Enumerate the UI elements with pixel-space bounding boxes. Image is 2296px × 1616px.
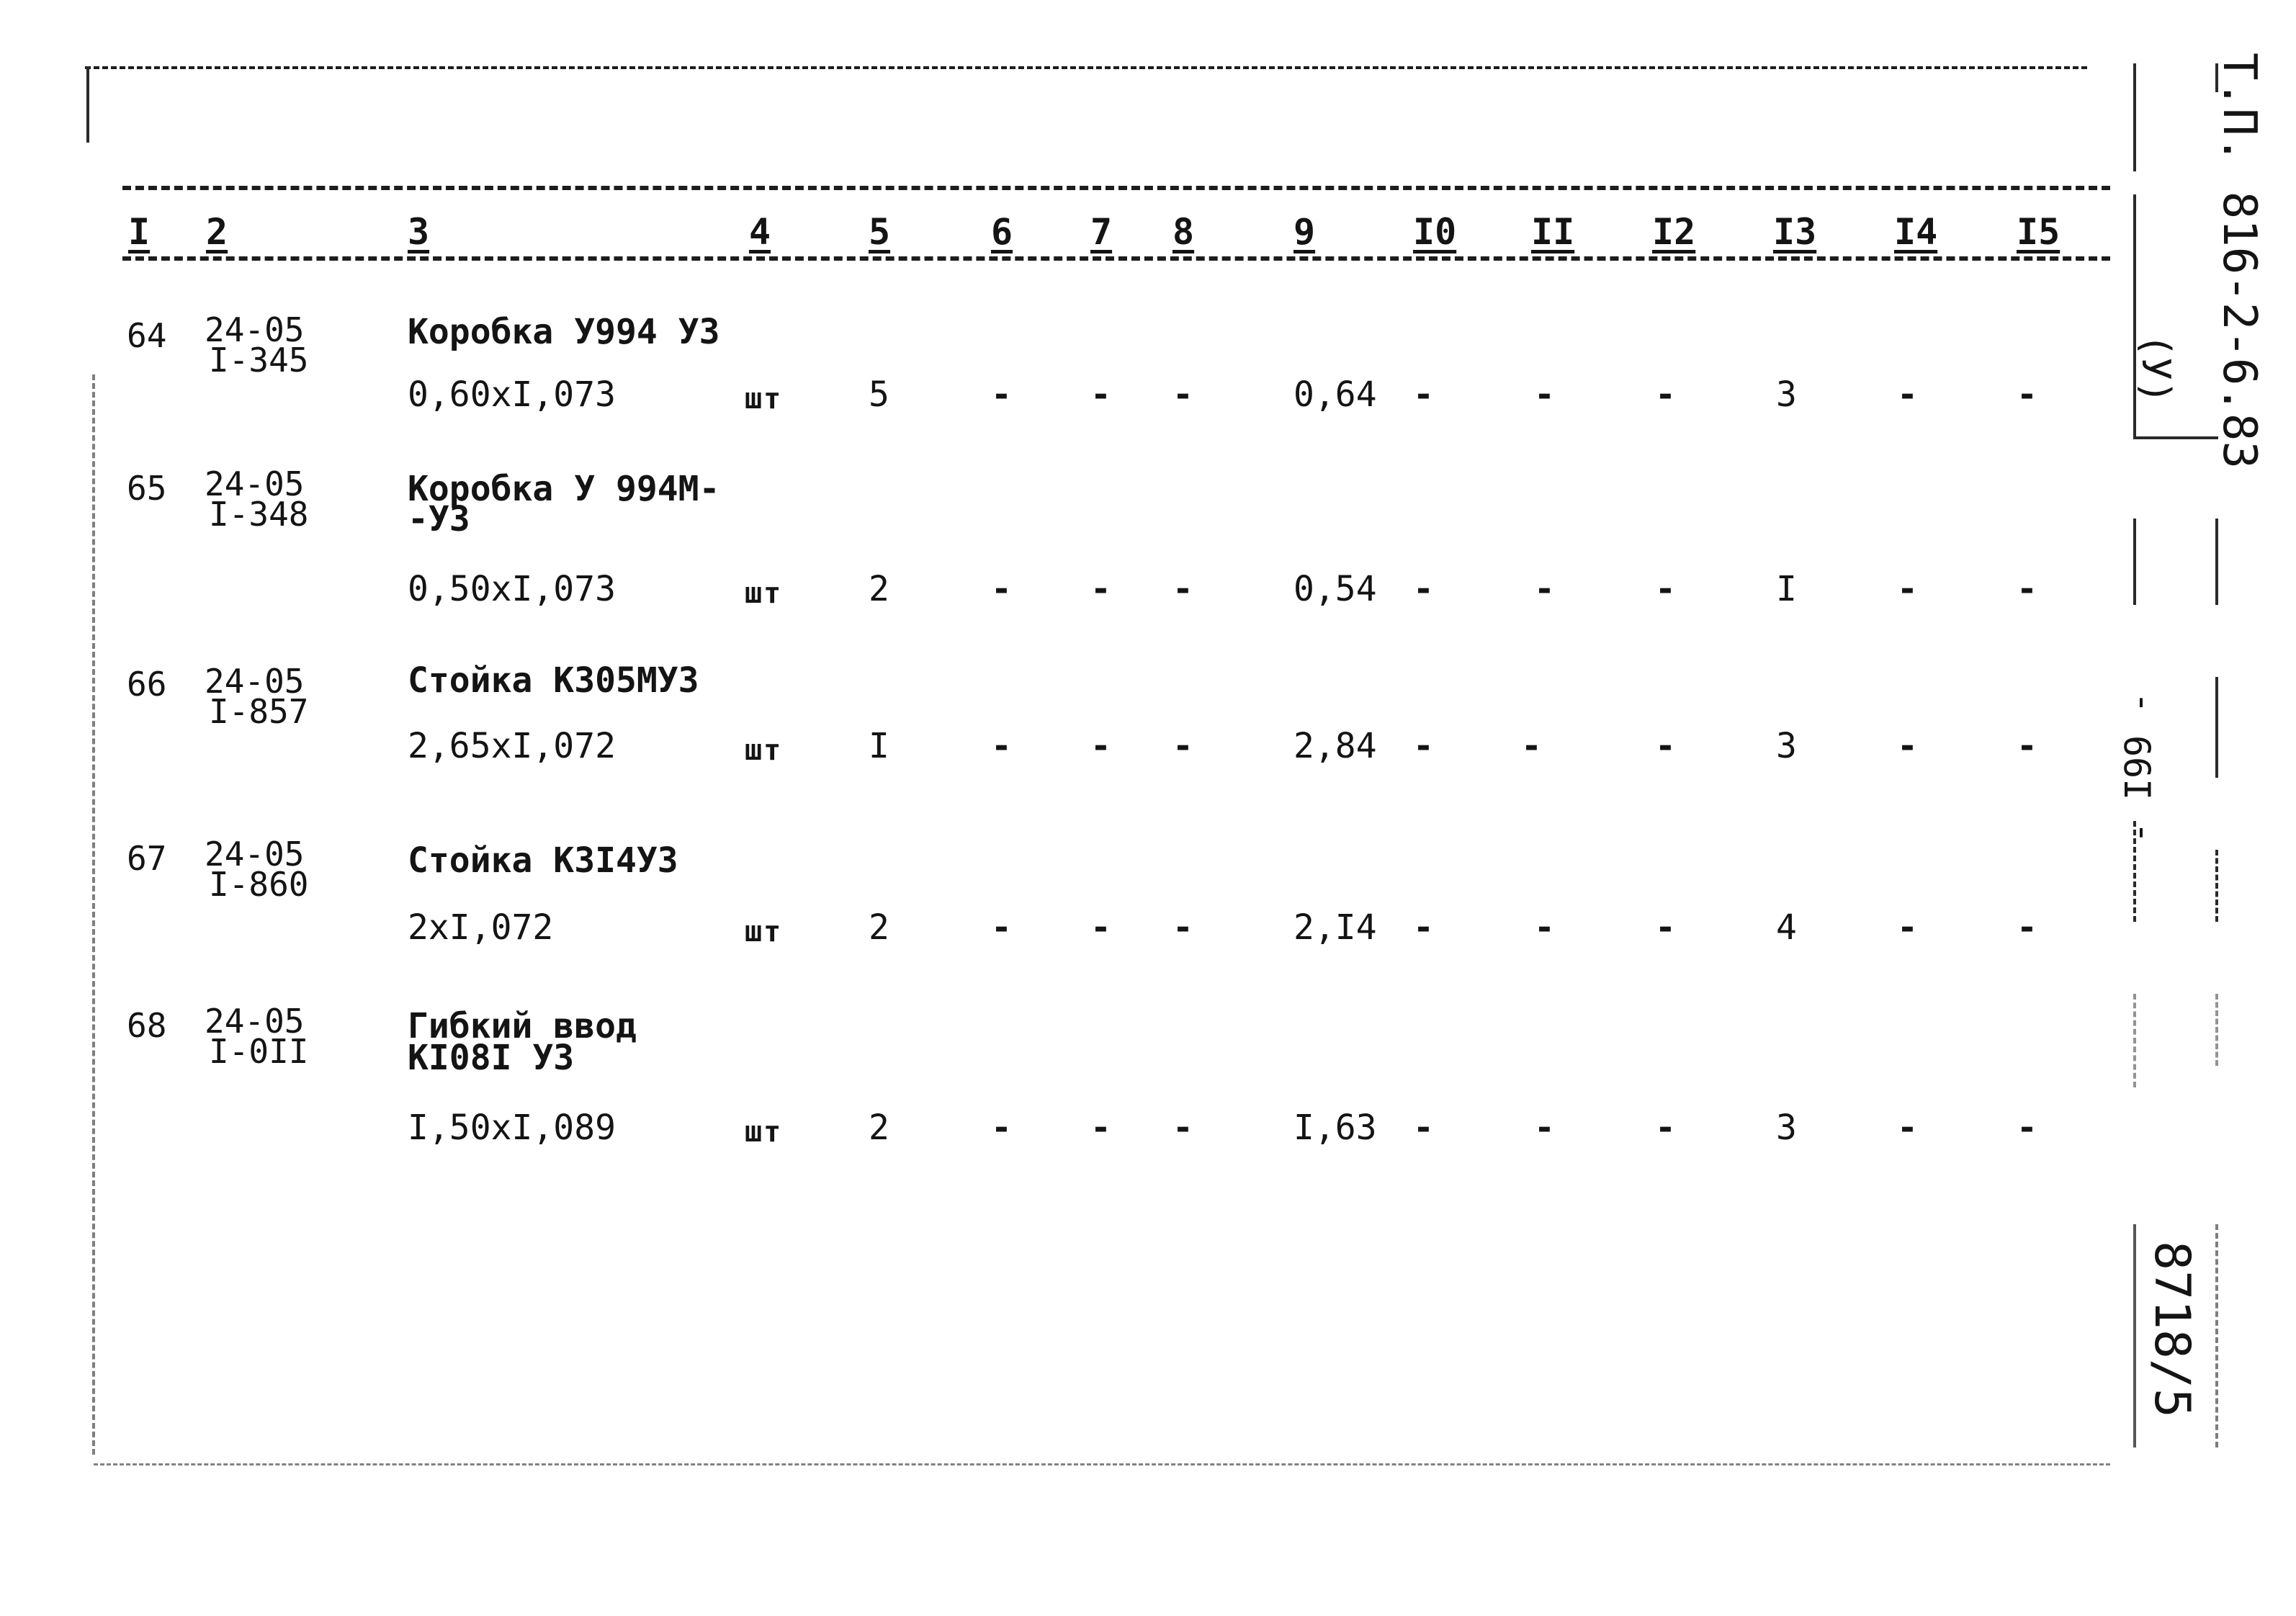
col-8-value: - xyxy=(1172,374,1193,415)
col-15-value: - xyxy=(2017,1108,2037,1148)
col-7-value: - xyxy=(1090,1108,1111,1148)
row-number: 66 xyxy=(127,665,167,704)
catalog-code-line-2: I-345 xyxy=(209,341,309,380)
page-number-stamp: - I99 - xyxy=(2117,691,2160,844)
left-frame-corner xyxy=(86,66,89,143)
quantity: 2 xyxy=(869,907,889,948)
catalog-code-line-1: 24-05 xyxy=(205,310,305,349)
catalog-code-line-2: I-348 xyxy=(209,495,309,534)
project-number-stamp: Т.П. 816-2-6.83 xyxy=(2212,53,2266,469)
col-13-value: 3 xyxy=(1776,726,1797,766)
quantity: 5 xyxy=(869,374,889,415)
item-dimensions: I,50xI,089 xyxy=(408,1108,616,1148)
catalog-code-line-1: 24-05 xyxy=(205,464,305,503)
unit: шт xyxy=(745,734,783,767)
stamp-line-right-5 xyxy=(2215,994,2218,1066)
bottom-frame-line xyxy=(94,1463,2110,1465)
col-11-value: - xyxy=(1534,569,1555,609)
col-8-value: - xyxy=(1172,907,1193,948)
item-name-line-2: -УЗ xyxy=(408,499,470,539)
col-15-value: - xyxy=(2017,374,2037,415)
item-name-line-2: КI08I УЗ xyxy=(408,1038,575,1078)
col-9-value: 2,84 xyxy=(1293,726,1377,766)
catalog-code-line-2: I-0II xyxy=(209,1032,309,1071)
column-header-9: 9 xyxy=(1293,211,1316,253)
unit: шт xyxy=(745,382,783,416)
unit: шт xyxy=(745,915,783,948)
stamp-line-left-6 xyxy=(2133,1224,2136,1447)
row-number: 64 xyxy=(127,316,167,355)
stamp-divider xyxy=(2133,436,2218,439)
col-13-value: I xyxy=(1776,569,1797,609)
column-header-11: II xyxy=(1531,211,1575,253)
col-12-value: - xyxy=(1655,374,1676,415)
column-header-4: 4 xyxy=(749,211,771,253)
stamp-line-right-2 xyxy=(2215,519,2218,605)
catalog-code-line-2: I-857 xyxy=(209,692,309,731)
column-header-3: 3 xyxy=(408,211,430,253)
col-15-value: - xyxy=(2017,907,2037,948)
column-header-6: 6 xyxy=(991,211,1013,253)
col-14-value: - xyxy=(1897,1108,1918,1148)
col-11-value: - xyxy=(1521,726,1542,766)
quantity: 2 xyxy=(869,569,889,609)
col-6-value: - xyxy=(991,569,1012,609)
col-14-value: - xyxy=(1897,726,1918,766)
col-12-value: - xyxy=(1655,907,1676,948)
col-12-value: - xyxy=(1655,1108,1676,1148)
col-11-value: - xyxy=(1534,907,1555,948)
col-6-value: - xyxy=(991,374,1012,415)
item-dimensions: 0,60xI,073 xyxy=(408,374,616,415)
stamp-line-left-5 xyxy=(2133,994,2136,1087)
column-header-15: I5 xyxy=(2017,211,2060,253)
stamp-line-right-6 xyxy=(2215,1224,2218,1447)
col-7-value: - xyxy=(1090,374,1111,415)
column-header-10: I0 xyxy=(1413,211,1457,253)
item-dimensions: 2,65xI,072 xyxy=(408,726,616,766)
header-top-rule xyxy=(122,186,2110,190)
col-15-value: - xyxy=(2017,569,2037,609)
item-name-line-1: Гибкий ввод xyxy=(408,1006,637,1046)
item-name-line-1: Коробка У 994М- xyxy=(408,469,720,509)
column-header-5: 5 xyxy=(869,211,891,253)
unit: шт xyxy=(745,1116,783,1149)
col-6-value: - xyxy=(991,907,1012,948)
catalog-code-line-1: 24-05 xyxy=(205,662,305,701)
col-8-value: - xyxy=(1172,726,1193,766)
inventory-number-stamp: 8718/5 xyxy=(2143,1241,2200,1418)
col-11-value: - xyxy=(1534,1108,1555,1148)
col-9-value: 0,64 xyxy=(1293,374,1377,415)
col-7-value: - xyxy=(1090,726,1111,766)
top-frame-line xyxy=(85,66,2087,69)
col-14-value: - xyxy=(1897,907,1918,948)
catalog-code-line-1: 24-05 xyxy=(205,835,305,874)
item-dimensions: 2xI,072 xyxy=(408,907,554,948)
stamp-line-left-3 xyxy=(2133,519,2136,605)
col-13-value: 4 xyxy=(1776,907,1797,948)
col-10-value: - xyxy=(1413,374,1434,415)
row-number: 65 xyxy=(127,469,167,508)
item-dimensions: 0,50xI,073 xyxy=(408,569,616,609)
stamp-line-left-1 xyxy=(2133,63,2136,171)
quantity: 2 xyxy=(869,1108,889,1148)
col-13-value: 3 xyxy=(1776,374,1797,415)
col-9-value: 2,I4 xyxy=(1293,907,1377,948)
column-header-13: I3 xyxy=(1773,211,1817,253)
col-10-value: - xyxy=(1413,569,1434,609)
col-8-value: - xyxy=(1172,569,1193,609)
col-7-value: - xyxy=(1090,569,1111,609)
col-10-value: - xyxy=(1413,1108,1434,1148)
col-6-value: - xyxy=(991,1108,1012,1148)
col-14-value: - xyxy=(1897,569,1918,609)
item-name-line-1: Коробка У994 УЗ xyxy=(408,312,720,352)
column-header-12: I2 xyxy=(1652,211,1696,253)
column-header-1: I xyxy=(128,211,151,253)
column-header-14: I4 xyxy=(1894,211,1938,253)
col-10-value: - xyxy=(1413,726,1434,766)
col-9-value: 0,54 xyxy=(1293,569,1377,609)
catalog-code-line-1: 24-05 xyxy=(205,1002,305,1041)
header-bottom-rule xyxy=(122,256,2110,261)
col-9-value: I,63 xyxy=(1293,1108,1377,1148)
unit: шт xyxy=(745,577,783,610)
stamp-line-right-3 xyxy=(2215,677,2218,778)
col-7-value: - xyxy=(1090,907,1111,948)
quantity: I xyxy=(869,726,889,766)
col-15-value: - xyxy=(2017,726,2037,766)
stamp-line-right-4 xyxy=(2215,850,2218,922)
variant-stamp: (У) xyxy=(2133,333,2179,404)
item-name-line-1: Стойка К3I4УЗ xyxy=(408,840,678,881)
col-12-value: - xyxy=(1655,569,1676,609)
col-11-value: - xyxy=(1534,374,1555,415)
column-header-7: 7 xyxy=(1090,211,1113,253)
col-6-value: - xyxy=(991,726,1012,766)
col-12-value: - xyxy=(1655,726,1676,766)
row-number: 68 xyxy=(127,1006,167,1045)
col-10-value: - xyxy=(1413,907,1434,948)
item-name-line-1: Стойка К305МУЗ xyxy=(408,660,699,701)
left-frame-line xyxy=(92,374,95,1455)
column-header-2: 2 xyxy=(206,211,228,253)
col-14-value: - xyxy=(1897,374,1918,415)
catalog-code-line-2: I-860 xyxy=(209,865,309,904)
col-13-value: 3 xyxy=(1776,1108,1797,1148)
col-8-value: - xyxy=(1172,1108,1193,1148)
row-number: 67 xyxy=(127,839,167,878)
column-header-8: 8 xyxy=(1172,211,1195,253)
